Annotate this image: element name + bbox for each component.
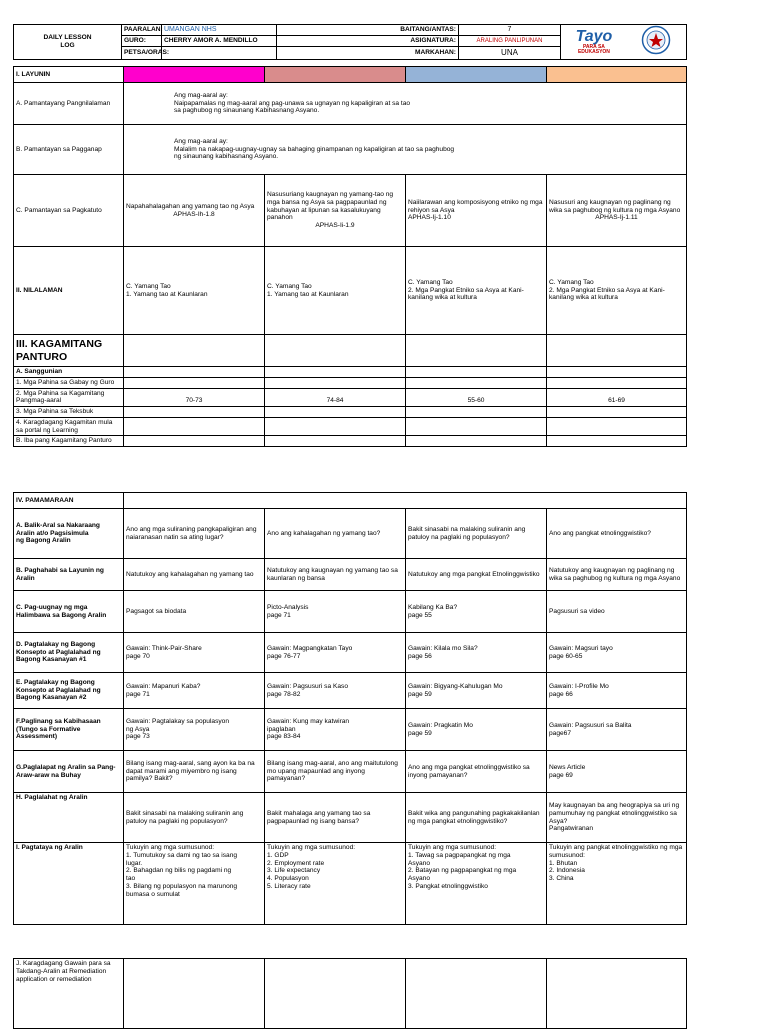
paaralan-value: UMANGAN NHS [162, 25, 277, 36]
kagamitan-empty [547, 335, 687, 367]
table-row [14, 407, 687, 418]
pag-uugnay-cell: Kabilang Ka Ba? page 55 [406, 591, 547, 633]
nilalaman-title: II. NILALAMAN [14, 247, 124, 335]
color-band-rose [265, 67, 406, 83]
pagtalakay-1-cell: Gawain: Kilala mo Sila? page 56 [406, 633, 547, 673]
table-row [14, 959, 687, 1029]
kagamitan-value [406, 377, 547, 388]
karagdagan-cell [265, 959, 406, 1029]
sanggunian-label: A. Sanggunian [14, 367, 124, 378]
paghahabi-cell: Natutukoy ang kahalagahan ng yamang tao [124, 559, 265, 591]
paglalapat-cell: Bilang isang mag-aaral, sang ayon ka ba na dapat marami ang miyembro ng isang pamilya? Bakit? [124, 751, 265, 793]
paglinang-cell: Gawain: Kung may katwiran ipaglaban page 83-84 [265, 709, 406, 751]
main-table [13, 66, 687, 447]
kagamitan-value [124, 377, 265, 388]
kagamitan-value [406, 436, 547, 447]
table-row [14, 709, 687, 751]
guro-value: CHERRY AMOR A. MENDILLO [162, 36, 277, 47]
header-table [13, 24, 687, 60]
paglinang-cell: Gawain: Pagsusuri sa Balita page67 [547, 709, 687, 751]
pamantayan-pagganap-label: B. Pamantayan sa Pagganap [14, 125, 124, 175]
table-row [14, 417, 687, 436]
nilalaman-cell-2: C. Yamang Tao 1. Yamang tao at Kaunlaran [265, 247, 406, 335]
kagamitan-value [547, 417, 687, 436]
kagamitan-value [265, 407, 406, 418]
baitang-value: 7 [459, 25, 561, 36]
pagtalakay-1-cell: Gawain: Magsuri tayo page 60-65 [547, 633, 687, 673]
pamamaraan-table [13, 492, 687, 925]
kagamitan-value [265, 367, 406, 378]
pagtalakay-2-cell: Gawain: Bigyang-Kahulugan Mo page 59 [406, 673, 547, 709]
document-title: DAILY LESSON LOG [14, 25, 122, 60]
pag-uugnay-cell: Picto-Analysis page 71 [265, 591, 406, 633]
kagamitan-value [547, 377, 687, 388]
karagdagang-gawain-label: J. Karagdagang Gawain para sa Takdang-Aralin at Remediation application or remediation [14, 959, 124, 1029]
paghahabi-cell: Natutukoy ang kaugnayan ng yamang tao sa kaunlaran ng bansa [265, 559, 406, 591]
pagtalakay-2-cell: Gawain: Mapanuri Kaba? page 71 [124, 673, 265, 709]
kagamitan-value [406, 407, 547, 418]
kagamitan-value [406, 367, 547, 378]
kagamitan-value [265, 436, 406, 447]
color-band-blue [406, 67, 547, 83]
pag-uugnay-cell: Pagsagot sa biodata [124, 591, 265, 633]
paglalapat-label: G.Paglalapat ng Aralin sa Pang-Araw-araw na Buhay [14, 751, 124, 793]
nilalaman-cell-4: C. Yamang Tao 2. Mga Pangkat Etniko sa Asya at Kani-kaniIang wika at kultura [547, 247, 687, 335]
paghahabi-cell: Natutukoy ang mga pangkat Etnolinggwistiko [406, 559, 547, 591]
paglalapat-cell: News Article page 69 [547, 751, 687, 793]
color-band-orange [547, 67, 687, 83]
pamantayang-pangnilalaman-text: Ang mag-aaral ay: Naipapamalas ng mag-aaral ang pag-unawa sa ugnayan ng kapaligiran at sa tao sa paghubog ng sinaunang Kabihasnang Asyano. [124, 83, 687, 125]
layunin-title: I. LAYUNIN [14, 67, 124, 83]
pagtataya-cell: Tukuyin ang mga sumusunod: 1. GDP 2. Employment rate 3. Life expectancy 4. Populasyon 5. Literacy rate [265, 843, 406, 925]
pagkatuto-cell-2: Nasusuriang kaugnayan ng yamang-tao ng mga bansa ng Asya sa pagpapaunlad ng kabuhayan at lipunan sa kasalukuyang panahon APHAS-Ii-1.9 [265, 175, 406, 247]
markahan-label: MARKAHAN: [277, 47, 459, 59]
pagtalakay-2-label: E. Pagtalakay ng Bagong Konsepto at Paglalahad ng Bagong Kasanayan #2 [14, 673, 124, 709]
petsa-label: PETSA/ORAS: [122, 47, 162, 59]
karagdagan-table [13, 958, 687, 1029]
teksbuk-label: 3. Mga Pahina sa Teksbuk [14, 407, 124, 418]
paglinang-cell: Gawain: Pagtalakay sa populasyon ng Asya page 73 [124, 709, 265, 751]
table-row [14, 793, 687, 843]
paglinang-cell: Gawain: Pragkatin Mo page 59 [406, 709, 547, 751]
kagamitan-value [124, 407, 265, 418]
table-row [14, 436, 687, 447]
table-row [14, 591, 687, 633]
color-band-pink [124, 67, 265, 83]
paghahabi-label: B. Paghahabi sa Layunin ng Aralin [14, 559, 124, 591]
tayo-logo: Tayo PARA SA EDUKASYON [575, 27, 613, 55]
table-row [14, 388, 687, 407]
pages-value: 70-73 [124, 388, 265, 407]
table-row [14, 509, 687, 559]
asignatura-label: ASIGNATURA: [277, 36, 459, 47]
pagtalakay-1-cell: Gawain: Think-Pair-Share page 70 [124, 633, 265, 673]
pages-value: 74-84 [265, 388, 406, 407]
kagamitan-value [265, 417, 406, 436]
kagamitan-value [406, 417, 547, 436]
pagtalakay-1-label: D. Pagtalakay ng Bagong Konsepto at Paglalahad ng Bagong Kasanayan #1 [14, 633, 124, 673]
table-row [14, 559, 687, 591]
kagamitan-value [265, 377, 406, 388]
karagdagan-cell [406, 959, 547, 1029]
paglalapat-cell: Bilang isang mag-aaral, ano ang maitutulong mo upang mapaunlad ang inyong pamayanan? [265, 751, 406, 793]
paglalahat-cell: Bakit mahalaga ang yamang tao sa pagpapaunlad ng isang bansa? [265, 793, 406, 843]
pagtalakay-2-cell: Gawain: Pagsusuri sa Kaso page 78-82 [265, 673, 406, 709]
table-row [14, 367, 687, 378]
paglalahat-cell: Bakit wika ang pangunahing pagkakakilanlan ng mga pangkat etnolinggwistiko? [406, 793, 547, 843]
kagamitan-value [547, 436, 687, 447]
kagamitan-title: III. KAGAMITANG PANTURO [14, 335, 124, 367]
deped-seal-icon [641, 25, 671, 58]
kagamitang-pangmag-aaral-label: 2. Mga Pahina sa Kagamitang Pangmag-aaral [14, 388, 124, 407]
pagkatuto-cell-4: Nasusuri ang kaugnayan ng paglinang ng wika sa paghubog ng kultura ng mga Asyano APHAS-Ij-1.11 [547, 175, 687, 247]
pamamaraan-empty [124, 493, 687, 509]
kagamitan-value [124, 417, 265, 436]
balik-aral-cell: Ano ang pangkat etnolinggwistiko? [547, 509, 687, 559]
kagamitan-value [547, 367, 687, 378]
asignatura-value: ARALING PANLIPUNAN [459, 36, 561, 47]
table-row [14, 751, 687, 793]
pagtataya-cell: Tukuyin ang pangkat etnolinggwistiko ng mga sumusunod: 1. Bhutan 2. Indonesia 3. China [547, 843, 687, 925]
kagamitan-value [547, 407, 687, 418]
balik-aral-cell: Ano ang mga suliraning pangkapaligiran ang naiaranasan natin sa ating lugar? [124, 509, 265, 559]
paghahabi-cell: Natutukoy ang kaugnayan ng paglinang ng wika sa paghubog ng kultura ng mga Asyano [547, 559, 687, 591]
pag-uugnay-cell: Pagsusuri sa video [547, 591, 687, 633]
paaralan-label: PAARALAN: [122, 25, 162, 36]
karagdagang-kagamitan-label: 4. Karagdagang Kagamitan mula sa portal ng Learning [14, 417, 124, 436]
pagtalakay-2-cell: Gawain: I-Profile Mo page 66 [547, 673, 687, 709]
pamamaraan-title: IV. PAMAMARAAN [14, 493, 124, 509]
gabay-guro-label: 1. Mga Pahina sa Gabay ng Guro [14, 377, 124, 388]
kagamitan-empty [406, 335, 547, 367]
pagtataya-cell: Tukuyin ang mga sumusunod: 1. Tumutukoy sa dami ng tao sa isang lugar. 2. Bahagdan ng bilis ng pagdami ng tao 3. Bilang ng populasyon na marunong bumasa o sumulat [124, 843, 265, 925]
pagkatuto-cell-3: Naiilarawan ang komposisyong etniko ng mga rehiyon sa Asya APHAS-Ij-1.10 [406, 175, 547, 247]
pages-value: 55-60 [406, 388, 547, 407]
pagtataya-cell: Tukuyin ang mga sumusunod: 1. Tawag sa pagpapangkat ng mga Asyano 2. Batayan ng pagpapangkat ng mga Asyano 3. Pangkat etnolinggwistiko [406, 843, 547, 925]
balik-aral-label: A. Balik-Aral sa Nakaraang Aralin at/o Pagsisimula ng Bagong Aralin [14, 509, 124, 559]
karagdagan-cell [124, 959, 265, 1029]
nilalaman-cell-1: C. Yamang Tao 1. Yamang tao at Kaunlaran [124, 247, 265, 335]
kagamitan-empty [124, 335, 265, 367]
table-row [14, 377, 687, 388]
petsa-value [162, 47, 277, 59]
paglalahat-cell: Bakit sinasabi na malaking suliranin ang patuloy na paglaki ng populasyon? [124, 793, 265, 843]
kagamitan-value [124, 436, 265, 447]
pagkatuto-cell-1: Napahahalagahan ang yamang tao ng Asya APHAS-Ih-1.8 [124, 175, 265, 247]
balik-aral-cell: Bakit sinasabi na malaking suliranin ang patuloy na paglaki ng populasyon? [406, 509, 547, 559]
paglalahat-label: H. Paglalahat ng Aralin [14, 793, 124, 843]
paglalahat-cell: May kaugnayan ba ang heograpiya sa uri ng pamumuhay ng pangkat etnolinggwistiko sa Asya? Pangatwiranan [547, 793, 687, 843]
karagdagan-cell [547, 959, 687, 1029]
pagtataya-label: I. Pagtataya ng Aralin [14, 843, 124, 925]
table-row [14, 673, 687, 709]
paglinang-label: F.Paglinang sa Kabihasaan (Tungo sa Formative Assessment) [14, 709, 124, 751]
pagtalakay-1-cell: Gawain: Magpangkatan Tayo page 76-77 [265, 633, 406, 673]
pamantayan-pagkatuto-label: C. Pamantayan sa Pagkatuto [14, 175, 124, 247]
table-row [14, 843, 687, 925]
iba-pang-kagamitan-label: B. Iba pang Kagamitang Panturo [14, 436, 124, 447]
pages-value: 61-69 [547, 388, 687, 407]
paglalapat-cell: Ano ang mga pangkat etnolinggwistiko sa inyong pamayanan? [406, 751, 547, 793]
table-row [14, 633, 687, 673]
markahan-value: UNA [459, 47, 561, 59]
kagamitan-value [124, 367, 265, 378]
kagamitan-empty [265, 335, 406, 367]
pag-uugnay-label: C. Pag-uugnay ng mga Halimbawa sa Bagong Aralin [14, 591, 124, 633]
nilalaman-cell-3: C. Yamang Tao 2. Mga Pangkat Etniko sa Asya at Kani-kaniIang wika at kultura [406, 247, 547, 335]
pamantayan-pagganap-text: Ang mag-aaral ay: Malalim na nakapag-uugnay-ugnay sa bahaging ginampanan ng kapaligiran at tao sa paghubog ng sinaunang kabihasnang Asyano. [124, 125, 687, 175]
baitang-label: BAITANG/ANTAS: [277, 25, 459, 36]
balik-aral-cell: Ano ang kahalagahan ng yamang tao? [265, 509, 406, 559]
pamantayang-pangnilalaman-label: A. Pamantayang Pangnilalaman [14, 83, 124, 125]
guro-label: GURO: [122, 36, 162, 47]
logos [561, 25, 687, 60]
